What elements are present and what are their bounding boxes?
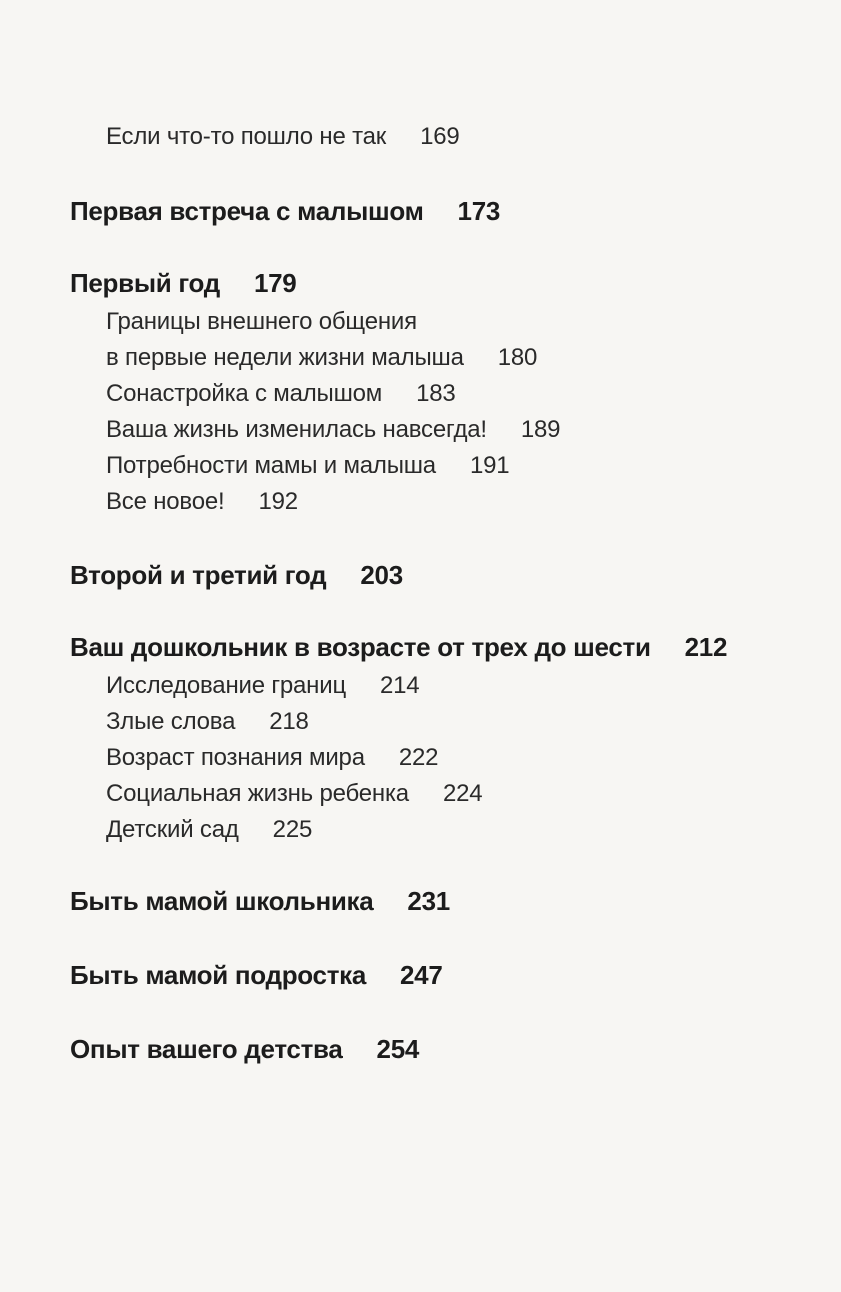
toc-chapter <box>70 562 403 588</box>
toc-entry <box>106 382 456 406</box>
toc-entry-page: 191 <box>469 452 510 479</box>
toc-entry <box>106 710 309 734</box>
toc-entry <box>106 346 537 370</box>
toc-entry-title: Границы внешнего общения <box>106 308 417 335</box>
toc-chapter-page: 212 <box>684 632 728 662</box>
toc-entry <box>106 746 438 770</box>
toc-chapter-title: Первый год <box>70 268 220 298</box>
toc-entry-title: Сонастройка с малышом <box>106 380 383 407</box>
toc-entry <box>106 674 419 698</box>
toc-chapter-page: 254 <box>376 1034 420 1064</box>
toc-entry-title: Все новое! <box>106 488 225 515</box>
toc-chapter-title: Опыт вашего детства <box>70 1034 343 1064</box>
toc-chapter-page: 231 <box>407 886 450 916</box>
toc-entry-title: Злые слова <box>106 708 236 735</box>
toc-entry-title: Детский сад <box>106 816 239 843</box>
toc-entry-page: 224 <box>442 780 483 807</box>
toc-chapter <box>70 198 500 224</box>
toc-entry-page: 192 <box>258 488 298 515</box>
toc-entry-page: 189 <box>520 416 561 443</box>
toc-entry-page: 222 <box>398 744 439 771</box>
toc-entry-title: в первые недели жизни малыша <box>106 344 464 371</box>
toc-entry-page: 183 <box>416 380 456 407</box>
toc-chapter-title: Второй и третий год <box>70 560 327 590</box>
toc-entry-title: Социальная жизнь ребенка <box>106 780 409 807</box>
toc-entry-page: 218 <box>269 708 309 735</box>
toc-entry-title: Исследование границ <box>106 672 346 699</box>
toc-entry-title: Потребности мамы и малыша <box>106 452 436 479</box>
toc-chapter-page: 179 <box>253 268 297 298</box>
toc-entry <box>106 418 560 442</box>
toc-entry-title: Ваша жизнь изменилась навсегда! <box>106 416 487 443</box>
toc-chapter <box>70 962 442 988</box>
toc-chapter-page: 203 <box>360 560 403 590</box>
toc-chapter <box>70 888 450 914</box>
toc-entry-title: Если что-то пошло не так <box>106 123 387 150</box>
toc-entry <box>106 125 460 149</box>
toc-chapter <box>70 270 296 296</box>
toc-entry-page: 169 <box>420 123 460 150</box>
toc-entry-page: 180 <box>497 344 538 371</box>
toc-chapter <box>70 1036 419 1062</box>
toc-entry-page: 225 <box>272 816 313 843</box>
toc-entry-title: Возраст познания мира <box>106 744 365 771</box>
toc-chapter-title: Ваш дошкольник в возрасте от трех до шести <box>70 632 651 662</box>
toc-entry-page: 214 <box>380 672 420 699</box>
toc-chapter-page: 173 <box>457 196 501 226</box>
toc-entry <box>106 818 312 842</box>
toc-chapter-title: Быть мамой школьника <box>70 886 374 916</box>
toc-chapter-title: Первая встреча с малышом <box>70 196 424 226</box>
toc-entry <box>106 490 298 514</box>
toc-entry <box>106 454 509 478</box>
toc-entry <box>106 782 482 806</box>
toc-chapter-title: Быть мамой подростка <box>70 960 366 990</box>
toc-chapter <box>70 634 727 660</box>
toc-chapter-page: 247 <box>400 960 443 990</box>
toc-entry <box>106 310 417 334</box>
